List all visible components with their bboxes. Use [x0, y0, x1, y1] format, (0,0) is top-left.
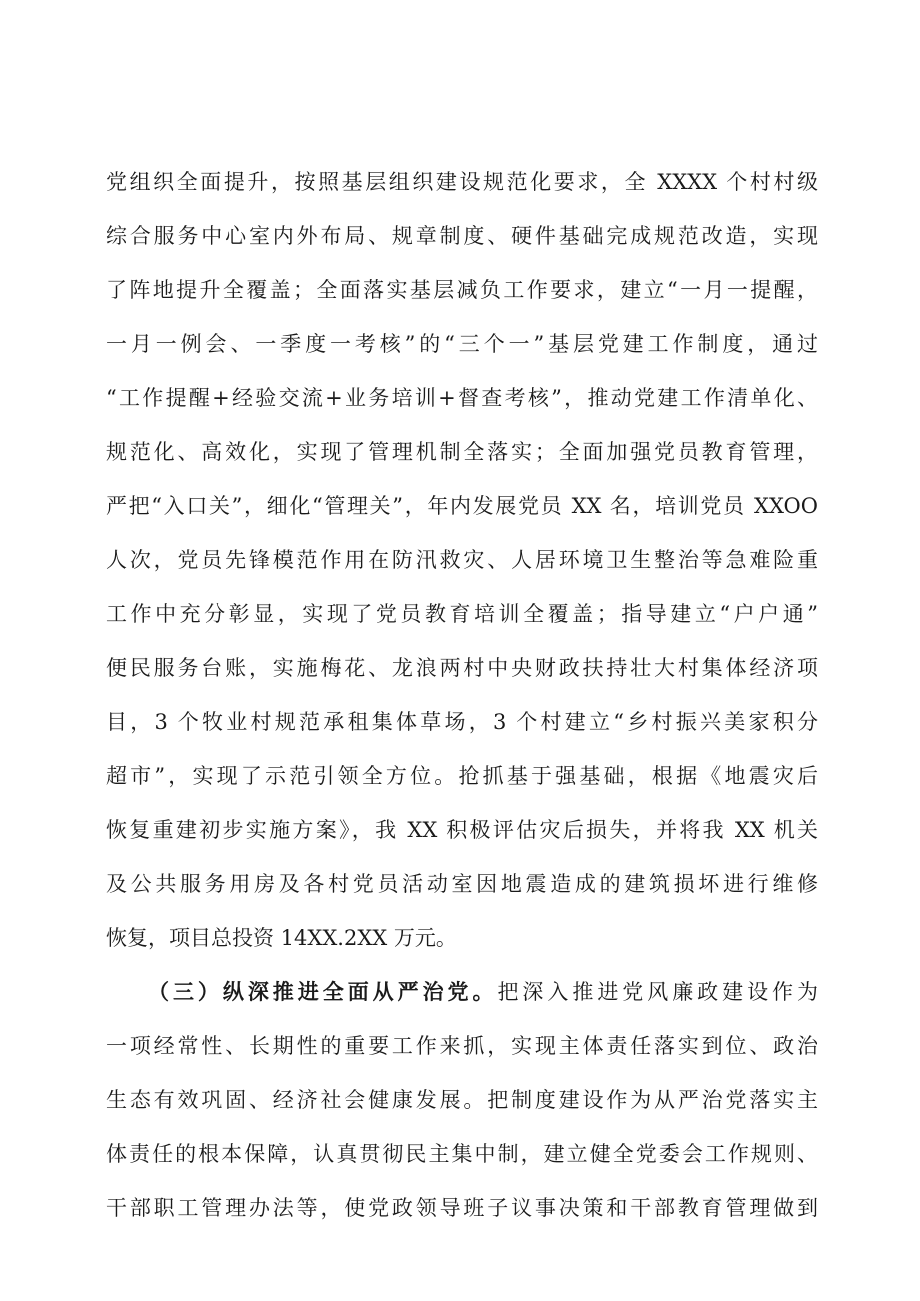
- paragraph-achievements: [106, 155, 818, 965]
- text-line: 规范化、高效化，实现了管理机制全落实；全面加强党员教育管理，: [106, 440, 818, 464]
- text-line: 综合服务中心室内外布局、规章制度、硬件基础完成规范改造，实现: [106, 224, 818, 248]
- text-line: 了阵地提升全覆盖；全面落实基层减负工作要求，建立“一月一提醒，: [106, 278, 818, 302]
- heading-continuation: 把深入推进党风廉政建设作为: [497, 980, 818, 1004]
- text-line: 严把“入口关”，细化“管理关”，年内发展党员 XX 名，培训党员 XXOO: [106, 494, 818, 518]
- text-line: 一项经常性、长期性的重要工作来抓，实现主体责任落实到位、政治: [106, 1034, 818, 1058]
- text-line: 体责任的根本保障，认真贯彻民主集中制，建立健全党委会工作规则、: [106, 1142, 818, 1166]
- text-line: 一月一例会、一季度一考核”的“三个一”基层党建工作制度，通过: [106, 332, 818, 356]
- text-line: 人次，党员先锋模范作用在防汛救灾、人居环境卫生整治等急难险重: [106, 548, 818, 572]
- text-line: 生态有效巩固、经济社会健康发展。把制度建设作为从严治党落实主: [106, 1088, 818, 1112]
- text-line: 工作中充分彰显，实现了党员教育培训全覆盖；指导建立“户户通”: [106, 602, 818, 626]
- text-line: 超市”，实现了示范引领全方位。抢抓基于强基础，根据《地震灾后: [106, 764, 818, 788]
- text-line: 干部职工管理办法等，使党政领导班子议事决策和干部教育管理做到: [106, 1196, 818, 1220]
- text-line: 党组织全面提升，按照基层组织建设规范化要求，全 XXXX 个村村级: [106, 170, 818, 194]
- text-line: 恢复，项目总投资 14XX.2XX 万元。: [106, 926, 457, 950]
- text-line: 目，3 个牧业村规范承租集体草场，3 个村建立“乡村振兴美家积分: [106, 710, 818, 734]
- text-line: 恢复重建初步实施方案》，我 XX 积极评估灾后损失，并将我 XX 机关: [106, 818, 818, 842]
- text-line: 及公共服务用房及各村党员活动室因地震造成的建筑损坏进行维修: [106, 872, 818, 896]
- heading-line: [106, 965, 818, 1019]
- text-line: 便民服务台账，实施梅花、龙浪两村中央财政扶持壮大村集体经济项: [106, 656, 818, 680]
- document-body: [106, 155, 818, 1235]
- text-line: “工作提醒+经验交流+业务培训+督查考核”，推动党建工作清单化、: [106, 386, 818, 410]
- paragraph-strict-governance: [106, 965, 818, 1235]
- section-heading: （三）纵深推进全面从严治党。: [148, 979, 498, 1004]
